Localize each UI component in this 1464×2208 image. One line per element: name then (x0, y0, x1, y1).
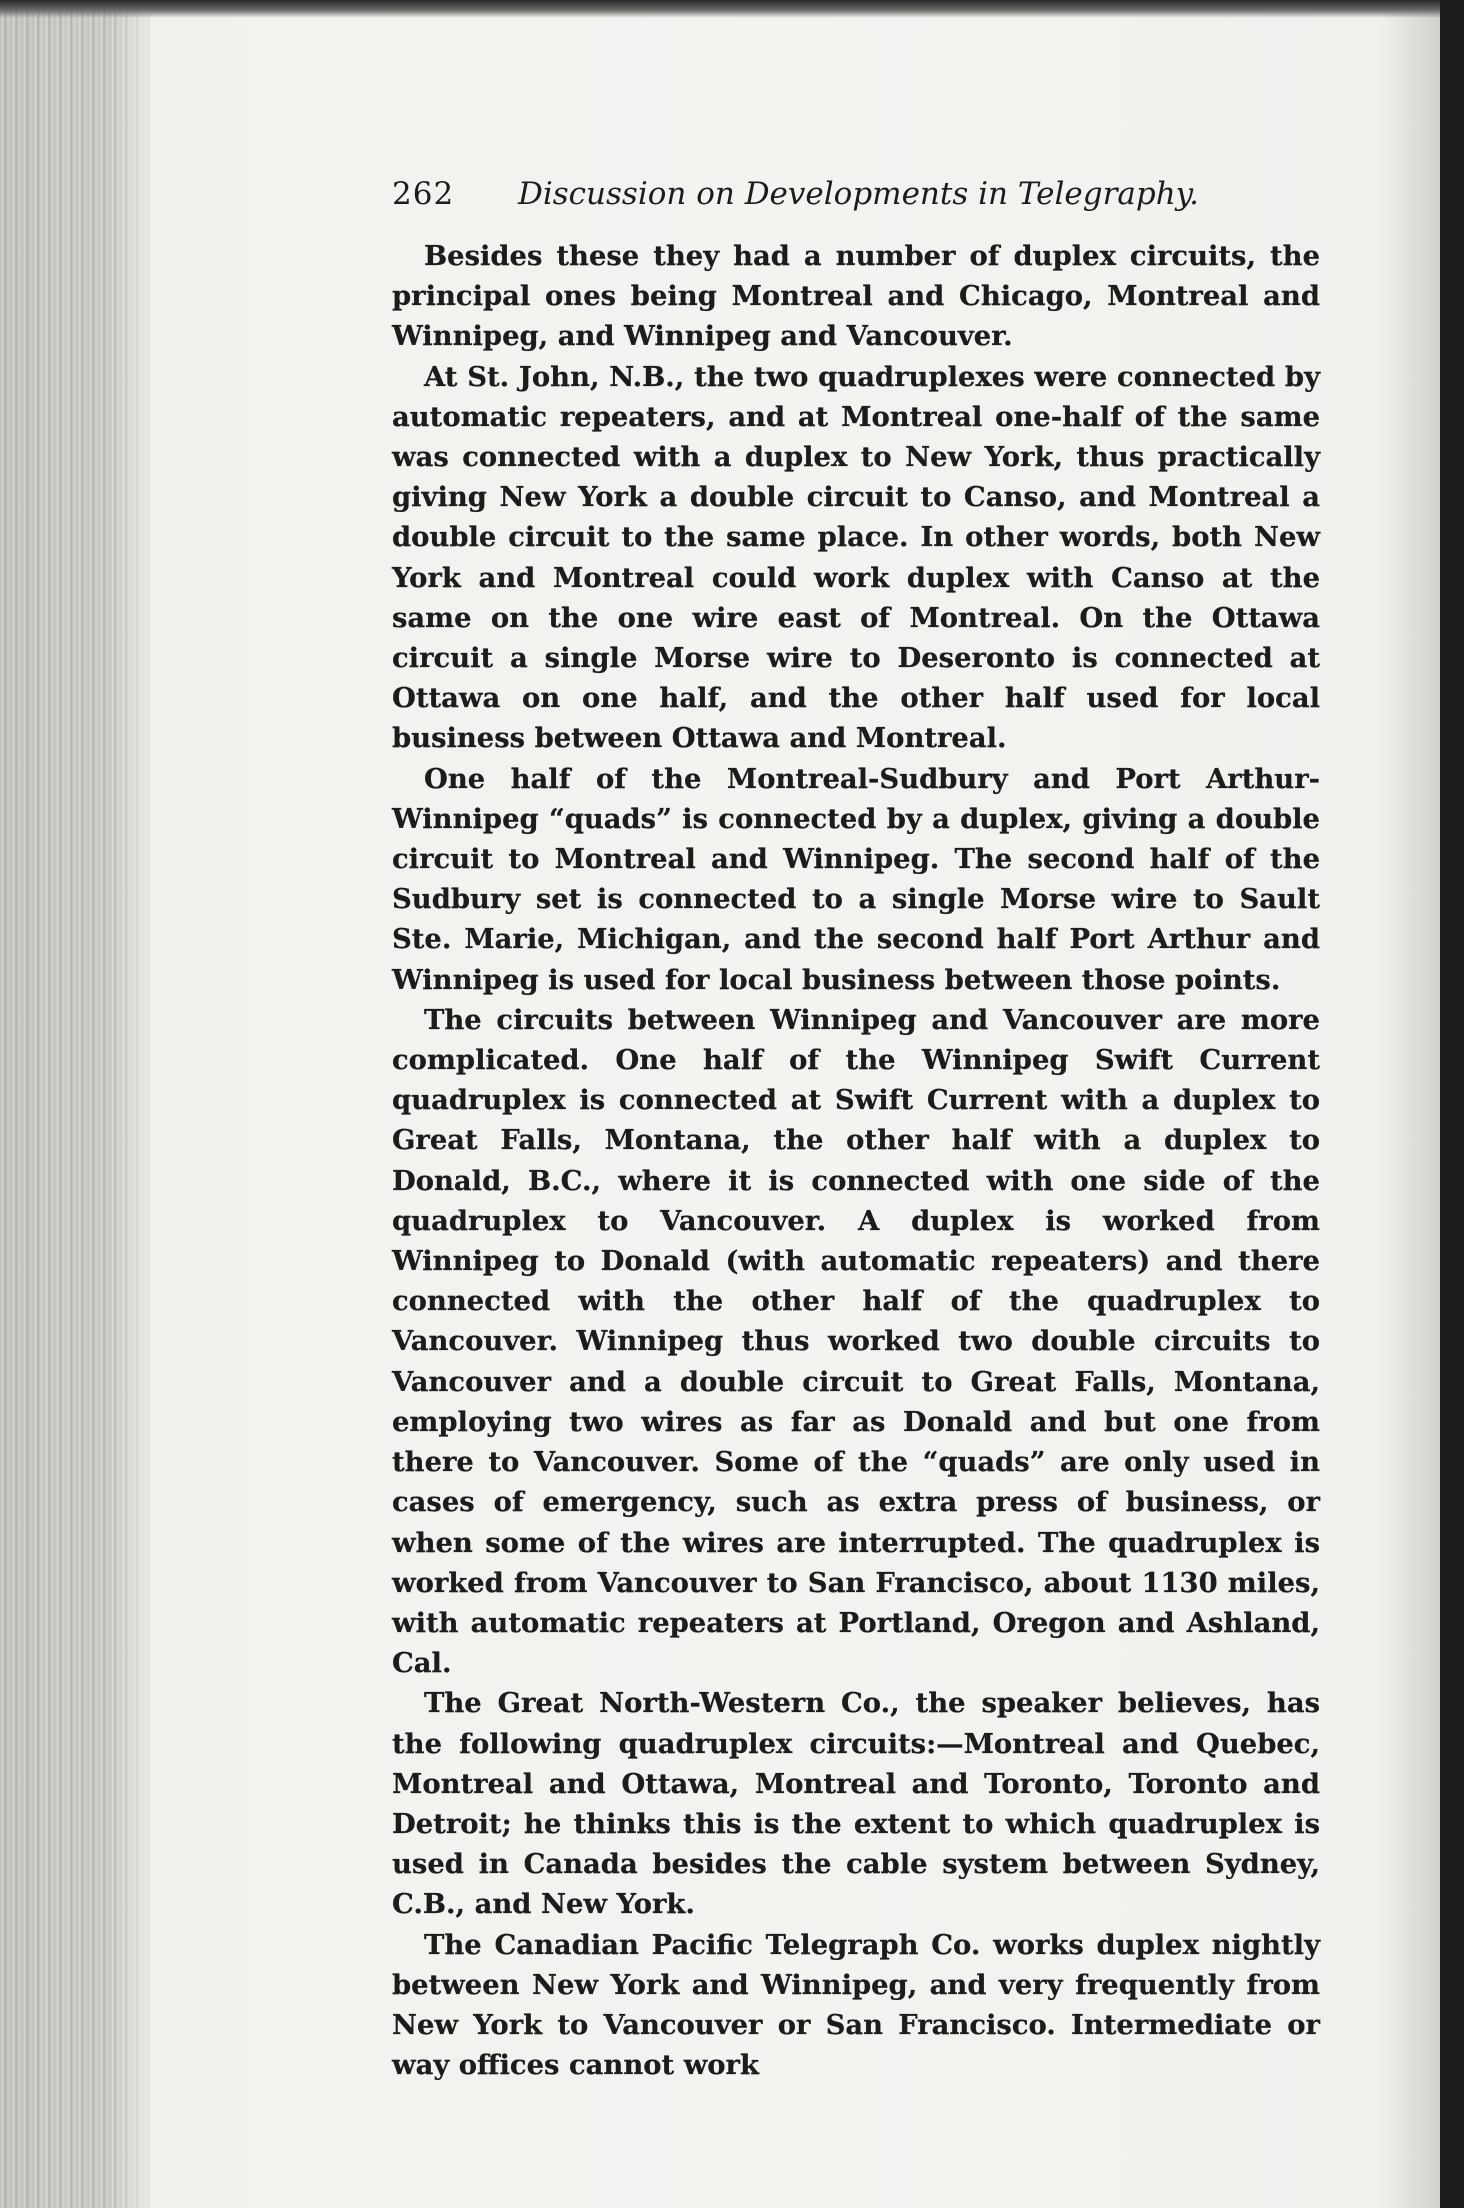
gutter-shading (110, 0, 160, 2208)
paragraph: Besides these they had a number of duplex circuits, the principal ones being Montreal and Chicago, Montreal and Winnipeg, and Winnipeg and Vancouver. (392, 240, 1320, 353)
running-head (392, 170, 1320, 230)
paragraph: The Great North-Western Co., the speaker believes, has the following quadruplex circuits:—Montreal and Quebec, Montreal and Ottawa, Montreal and Toronto, Toronto and Detroit; he thinks this is the extent to which quadruplex is used in Canada besides the cable system between Sydney, C.B., and New York. (392, 1687, 1320, 1921)
running-title: Discussion on Developments in Telegraphy. (518, 176, 1199, 212)
paragraph: One half of the Montreal-Sudbury and Port Arthur-Winnipeg “quads” is connected by a duplex, giving a double circuit to Montreal and Winnipeg. The second half of the Sudbury set is connected to a single Morse wire to Sault Ste. Marie, Michigan, and the second half Port Arthur and Winnipeg is used for local business between those points. (392, 762, 1320, 996)
right-edge-border (1440, 0, 1464, 2208)
paragraph: The circuits between Winnipeg and Vancouver are more complicated. One half of the Winnipeg Swift Current quadruplex is connected at Swift Current with a duplex to Great Falls, Montana, the other half with a duplex to Donald, B.C., where it is connected with one side of the quadruplex to Vancouver. A duplex is worked from Winnipeg to Donald (with automatic repeaters) and there connected with the other half of the quadruplex to Vancouver. Winnipeg thus worked two double circuits to Vancouver and a double circuit to Great Falls, Montana, employing two wires as far as Donald and but one from there to Vancouver. Some of the “quads” are only used in cases of emergency, such as extra press of business, or when some of the wires are interrupted. The quadruplex is worked from Vancouver to San Francisco, about 1130 miles, with automatic repeaters at Portland, Oregon and Ashland, Cal. (392, 1003, 1320, 1680)
top-edge-shadow (0, 0, 1464, 18)
body-text (392, 236, 1320, 2085)
page-number: 262 (392, 176, 455, 212)
book-page (392, 170, 1320, 2085)
paragraph: The Canadian Pacific Telegraph Co. works duplex nightly between New York and Winnipeg, and very frequently from New York to Vancouver or San Francisco. Intermediate or way offices cannot work (392, 1928, 1320, 2082)
paragraph: At St. John, N.B., the two quadruplexes were connected by automatic repeaters, and at Montreal one-half of the same was connected with a duplex to New York, thus practically giving New York a double circuit to Canso, and Montreal a double circuit to the same place. In other words, both New York and Montreal could work duplex with Canso at the same on the one wire east of Montreal. On the Ottawa circuit a single Morse wire to Deseronto is connected at Ottawa on one half, and the other half used for local business between Ottawa and Montreal. (392, 360, 1320, 755)
